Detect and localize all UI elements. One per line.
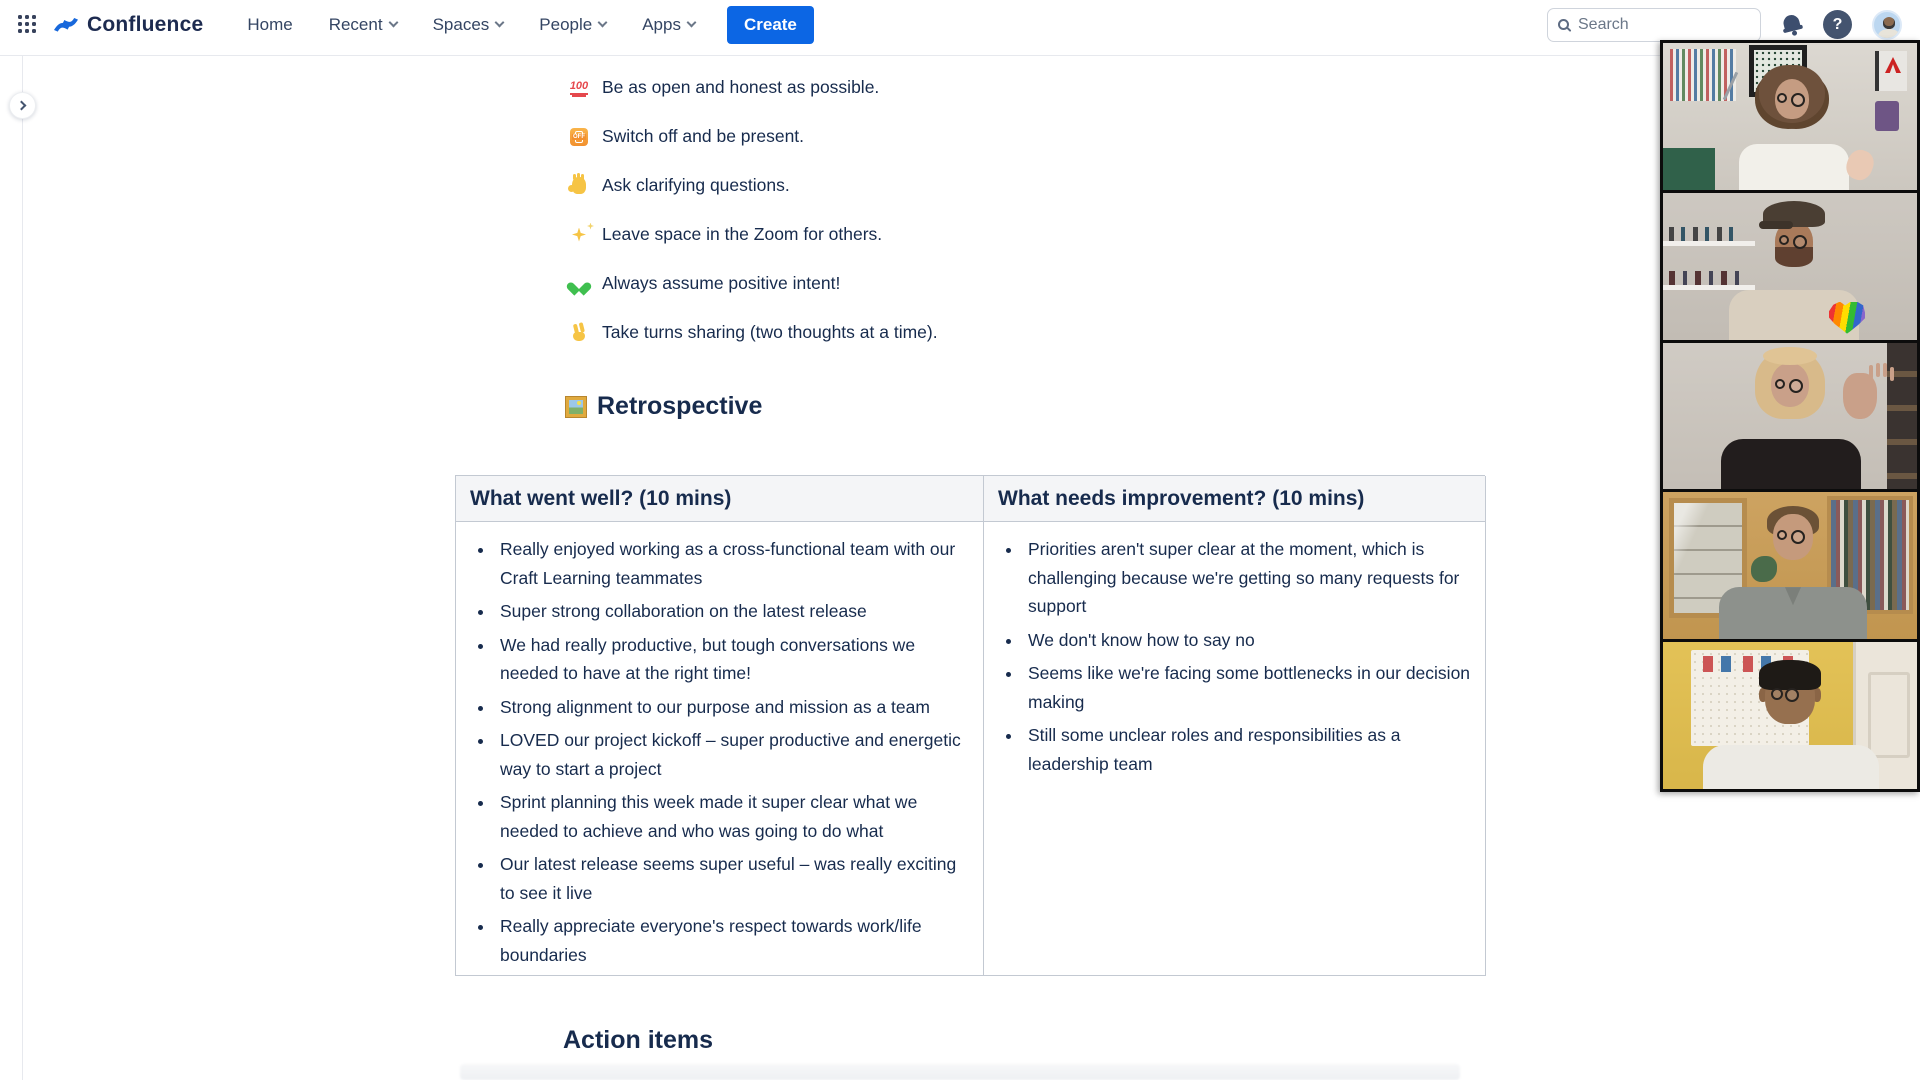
needs-improvement-list [998, 535, 1471, 778]
list-item: • We had really productive, but tough conversations we needed to have at the right time! [495, 631, 969, 688]
nav-item-label: Spaces [432, 14, 490, 34]
help-icon[interactable]: ? [1823, 10, 1852, 39]
glasses-icon [1777, 93, 1787, 103]
nav-item-label: Recent [328, 14, 383, 34]
nav-item-recent[interactable] [329, 15, 397, 35]
list-item: • Our latest release seems super useful – was really exciting to see it live [495, 850, 969, 907]
notifications-bell-icon[interactable] [1779, 11, 1806, 38]
list-item: • Super strong collaboration on the latest release [495, 597, 969, 626]
brand-name: Confluence [87, 12, 204, 36]
plant [1751, 556, 1777, 582]
list-item [568, 77, 938, 98]
user-avatar[interactable] [1872, 10, 1902, 40]
list-item-text: Be as open and honest as possible. [602, 77, 880, 97]
video-tile-participant-4[interactable] [1663, 492, 1917, 639]
retrospective-table[interactable] [455, 475, 1485, 976]
nav-right-cluster [1547, 8, 1902, 42]
participant-hair [1759, 660, 1821, 690]
video-tile-participant-5[interactable] [1663, 642, 1917, 789]
nav-item-spaces[interactable] [433, 15, 504, 35]
cap-brim [1759, 221, 1793, 229]
nav-item-apps[interactable] [642, 15, 695, 35]
list-item: • Sprint planning this week made it super clear what we needed to achieve and who was going to do what [495, 788, 969, 845]
nav-item-people[interactable] [539, 15, 606, 35]
dark-shelf [1887, 343, 1917, 490]
ground-rules-list [568, 77, 938, 371]
nav-item-home[interactable] [247, 15, 292, 35]
wall-shelf [1663, 241, 1755, 246]
video-tile-participant-2[interactable] [1663, 193, 1917, 340]
wall-shelf [1663, 285, 1755, 290]
table-header-needs-improvement: What needs improvement? (10 mins) [984, 476, 1486, 522]
table-cell-went-well[interactable] [456, 522, 984, 976]
green-heart-icon [568, 277, 590, 291]
list-item-text: Take turns sharing (two thoughts at a time). [602, 322, 938, 342]
participant-torso [1703, 745, 1879, 789]
nav-item-label: People [539, 14, 593, 34]
wall-logo [1875, 51, 1907, 91]
video-tile-participant-1[interactable] [1663, 43, 1917, 190]
create-button[interactable]: Create [727, 6, 814, 44]
participant-beard [1775, 247, 1813, 267]
chevron-down-icon [388, 18, 398, 28]
list-item: • Really enjoyed working as a cross-functional team with our Craft Learning teammates [495, 535, 969, 592]
list-item-text: Always assume positive intent! [602, 273, 841, 293]
list-item: • Strong alignment to our purpose and mission as a team [495, 693, 969, 722]
nav-item-label: Apps [642, 14, 681, 34]
wall-sign [1875, 101, 1899, 131]
sidebar-expand-button[interactable] [9, 92, 36, 119]
heading-text: Retrospective [597, 392, 763, 420]
list-item [568, 273, 938, 294]
hair-fringe [1763, 347, 1817, 365]
went-well-list [470, 535, 969, 969]
waving-hand [1843, 373, 1877, 419]
list-item [568, 126, 938, 147]
list-item: • Really appreciate everyone's respect towards work/life boundaries [495, 912, 969, 969]
search-input[interactable] [1578, 16, 1728, 34]
glasses-icon [1775, 379, 1785, 389]
framed-picture-icon [566, 397, 586, 417]
glasses-icon [1779, 235, 1789, 245]
shelf-objects [1669, 227, 1739, 241]
confluence-logo-icon [53, 16, 79, 34]
search-box[interactable] [1547, 8, 1761, 42]
table-cell-needs-improvement[interactable] [984, 522, 1486, 976]
top-nav [0, 0, 1920, 56]
sidebar-divider [22, 56, 23, 1080]
list-item-text: Ask clarifying questions. [602, 175, 790, 195]
nav-item-label: Home [247, 14, 293, 34]
chevron-right-icon [17, 101, 27, 111]
participant-torso [1721, 439, 1861, 489]
nav-menu [247, 15, 695, 35]
list-item: • LOVED our project kickoff – super productive and energetic way to start a project [495, 726, 969, 783]
retrospective-heading [566, 392, 762, 421]
chevron-down-icon [687, 18, 697, 28]
victory-hand-icon [568, 324, 590, 341]
list-item [568, 224, 938, 245]
list-item-text: Leave space in the Zoom for others. [602, 224, 883, 244]
confluence-logo[interactable] [53, 13, 203, 37]
shelf-objects [1669, 271, 1739, 285]
hundred-points-icon: 100 [568, 81, 590, 95]
chevron-down-icon [598, 18, 608, 28]
partial-next-table [460, 1064, 1460, 1080]
action-items-heading: Action items [563, 1026, 714, 1054]
video-call-panel [1660, 40, 1920, 792]
raised-hand-icon [568, 177, 590, 194]
waving-fingers [1869, 365, 1873, 379]
list-item: • Priorities aren't super clear at the moment, which is challenging because we're getting so many requests for support [1023, 535, 1471, 621]
chevron-down-icon [495, 18, 505, 28]
green-cabinet [1663, 148, 1715, 190]
participant-torso [1739, 144, 1849, 190]
list-item [568, 322, 938, 343]
mobile-phone-off-icon: OFF [568, 128, 590, 146]
list-item-text: Switch off and be present. [602, 126, 805, 146]
list-item [568, 175, 938, 196]
search-icon [1558, 19, 1569, 30]
video-tile-participant-3[interactable] [1663, 343, 1917, 490]
table-header-went-well: What went well? (10 mins) [456, 476, 984, 522]
list-item: • Seems like we're facing some bottlenecks in our decision making [1023, 659, 1471, 716]
list-item: • Still some unclear roles and responsibilities as a leadership team [1023, 721, 1471, 778]
app-switcher-icon[interactable] [18, 15, 37, 34]
sparkles-icon [568, 228, 590, 242]
list-item: • We don't know how to say no [1023, 626, 1471, 655]
